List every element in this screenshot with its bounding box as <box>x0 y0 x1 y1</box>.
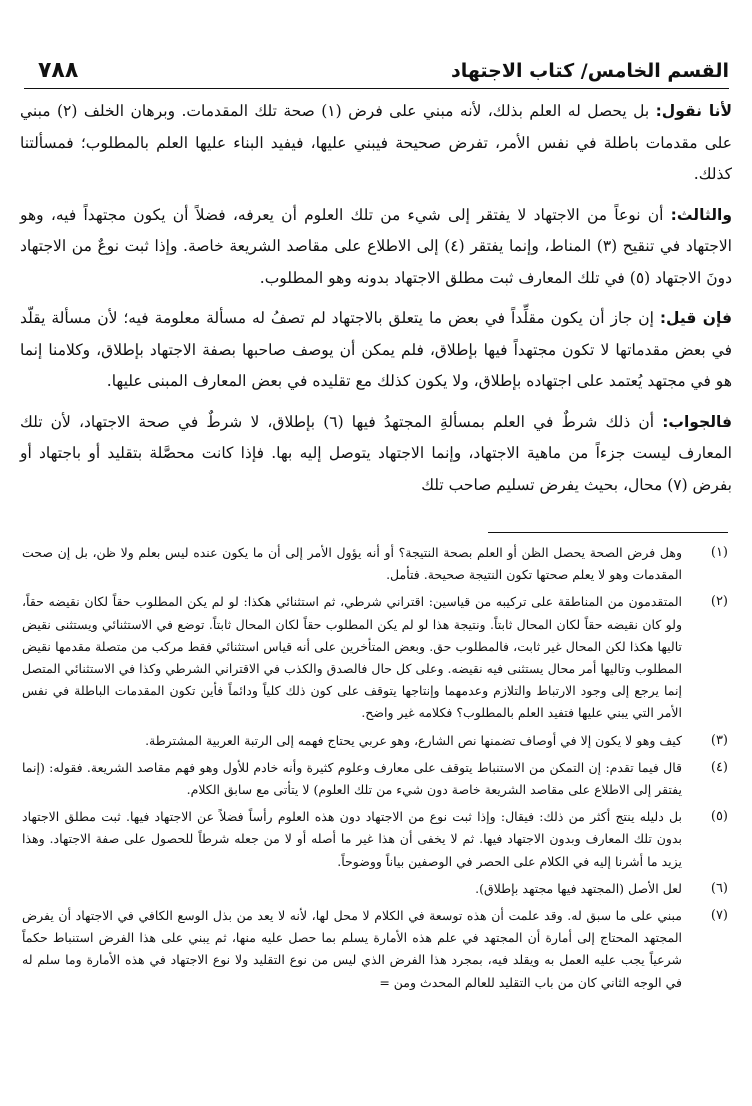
footnote-number: (٤) <box>710 759 728 775</box>
footnote <box>22 591 730 724</box>
paragraph-text: إن جاز أن يكون مقلِّداً في بعض ما يتعلق بالاجتهاد لم تصفُ له مسألة معلومة فيه؛ لأن مسألة يقلّد في بعض مقدماتها لا تكون مجتهداً فيها بإطلاق، فلم يمكن أن يوصف صاحبها بصفة الاجتهاد بإطلاق، وكلامنا إنما هو في مجتهد يُعتمد على اجتهاده بإطلاق، ولا يكون كذلك مع تقليده في بعض المعارف المبنى عليها. <box>20 309 732 390</box>
footnote-text: مبني على ما سبق له. وقد علمت أن هذه توسعة في الكلام لا محل لها، لأنه لا يعد من بذل الوسع الكافي في الاجتهاد أن يفرض المجتهد المحتاج إلى أمارة أن المجتهد في علم هذه الأمارة يسلم بما حصل عليه منها، ثم يبني على هذا الفرض استنباط حكماً شرعياً يجب عليه العمل به ويقلد فيه، بمجرد هذا الفرض الذي ليس من نوع التقليد ولا نوع الاجتهاد في هذه الأمارة وما سلم له في الوجه الثاني كان من باب التقليد للعالم المحدث ومن = <box>22 908 682 990</box>
paragraph-text: أن ذلك شرطٌ في العلم بمسألةِ المجتهدُ فيها (٦) بإطلاق، لا شرطٌ في صحة الاجتهاد، لأن تلك المعارف ليست جزءاً من ماهية الاجتهاد، وإنما الاجتهاد يتوصل إليه بها. فإذا كانت محصَّلة بتقليد أو باجتهاد أو بفرض (٧) محال، بحيث يفرض تسليم صاحب تلك <box>20 412 732 494</box>
footnote-text: بل دليله ينتج أكثر من ذلك: فيقال: وإذا ثبت نوع من الاجتهاد دون هذه العلوم رأساً فضلاً عن الاجتهاد فيها. ثبت مطلق الاجتهاد بدون تلك المعارف وبدون الاجتهاد فيها. ثم لا يخفى أن هذا غير ما أصله أو لا من جعله شرطاً للحصول على صفة الاجتهاد. وهذا يزيد ما أشرنا إليه في الكلام على الحصر في الوصفين بياناً ووضوحاً. <box>22 809 682 869</box>
footnote-separator <box>488 532 728 533</box>
footnote-number: (٧) <box>710 908 728 924</box>
footnotes <box>22 542 730 999</box>
footnote-text: كيف وهو لا يكون إلا في أوصاف تضمنها نص الشارع، وهو عربي يحتاج فهمه إلى الرتبة العربية المشترطة. <box>145 732 682 748</box>
footnote-text: وهل فرض الصحة يحصل الظن أو العلم بصحة النتيجة؟ أو أنه يؤول الأمر إلى أن ما يكون عنده ليس بعلم ولا ظن، بل إن صحت المقدمات وهو لا يعلم صحتها تكون النتيجة صحيحة. فتأمل. <box>22 545 682 583</box>
footnote <box>22 730 730 752</box>
page-number: ٧٨٨ <box>38 58 79 83</box>
footnote-number: (٣) <box>710 732 728 748</box>
footnote-text: المتقدمون من المناطقة على تركيبه من قياسين: اقتراني شرطي، ثم استثنائي هكذا: لو لم يكن المطلوب حقاً لكان نقيضه حقاً، ولو كان نقيضه حقاً لكان المحال ثابتاً. ونتيجة هذا لو لم يكن المطلوب حقاً لكان المحال ثابتاً. توضع في الاستثنائي ويستثنى نقيض تاليها هكذا لكن المحال غير ثابت، فالمطلوب حق. وبعض المتأخرين على أنه قياس استثنائي فقط مركب من متصلة مقدمها نقيض المطلوب وتاليها أمر محال يستثنى فيه نقيضه. وعلى كل حال فالصدق والكذب في الاقتراني الشرطي وكذا في الاستثنائي المتصل إنما يرجع إلى وجود الارتباط والتلازم وعدمهما وإنتاجها يتوقف على كون ذلك كلياً ودائماً فأين تكون المقدمات الباطلة في نفس الأمر التي يبني عليها فتفيد العلم بالمطلوب؟ فكلامه غير واضح. <box>22 594 682 721</box>
paragraph <box>20 96 732 191</box>
page-header <box>24 58 729 89</box>
footnote-text: قال فيما تقدم: إن التمكن من الاستنباط يتوقف على معارف وعلوم كثيرة وأنه خادم للأول وهو فهم مقاصد الشريعة. فقوله: (إنما يفتقر إلى الاطلاع على مقاصد الشريعة خاصة دون شيء من تلك العلوم) لا يتأتى مع سابق الكلام. <box>22 759 682 798</box>
paragraph-lead: فالجواب: <box>662 412 732 431</box>
paragraph-lead: والثالث: <box>670 205 732 224</box>
footnote-number: (٥) <box>710 809 728 825</box>
footnote <box>22 905 730 994</box>
footnote-number: (٢) <box>710 594 728 610</box>
footnote <box>22 878 730 900</box>
footnote-text: لعل الأصل (المجتهد فيها مجتهد بإطلاق). <box>475 880 682 896</box>
paragraph <box>20 200 732 295</box>
paragraph-text: بل يحصل له العلم بذلك، لأنه مبني على فرض (١) صحة تلك المقدمات. وبرهان الخلف (٢) مبني على مقدمات باطلة في نفس الأمر، تفرض صحيحة فيبني عليها، فيفيد البناء عليها العلم بالمطلوب؛ فمسألتنا كذلك. <box>20 102 732 183</box>
paragraph <box>20 303 732 398</box>
main-text <box>20 96 732 510</box>
footnote <box>22 806 730 873</box>
paragraph-lead: فإن قيل: <box>659 309 732 327</box>
footnote-number: (٦) <box>710 880 728 896</box>
footnote <box>22 757 730 801</box>
paragraph-lead: لأنا نقول: <box>655 102 732 120</box>
footnote-number: (١) <box>710 545 728 560</box>
footnote <box>22 542 730 586</box>
paragraph <box>20 407 732 502</box>
running-head: القسم الخامس/ كتاب الاجتهاد <box>450 60 729 82</box>
paragraph-text: أن نوعاً من الاجتهاد لا يفتقر إلى شيء من تلك العلوم أن يعرفه، فضلاً أن يكون مجتهداً فيه، وهو الاجتهاد في تنقيح (٣) المناط، وإنما يفتقر (٤) إلى الاطلاع على مقاصد الشريعة خاصة. وإذا ثبت نوعٌ من الاجتهاد دونَ الاجتهاد (٥) في تلك المعارف ثبت مطلق الاجتهاد بدونه وهو المطلوب. <box>20 205 732 287</box>
